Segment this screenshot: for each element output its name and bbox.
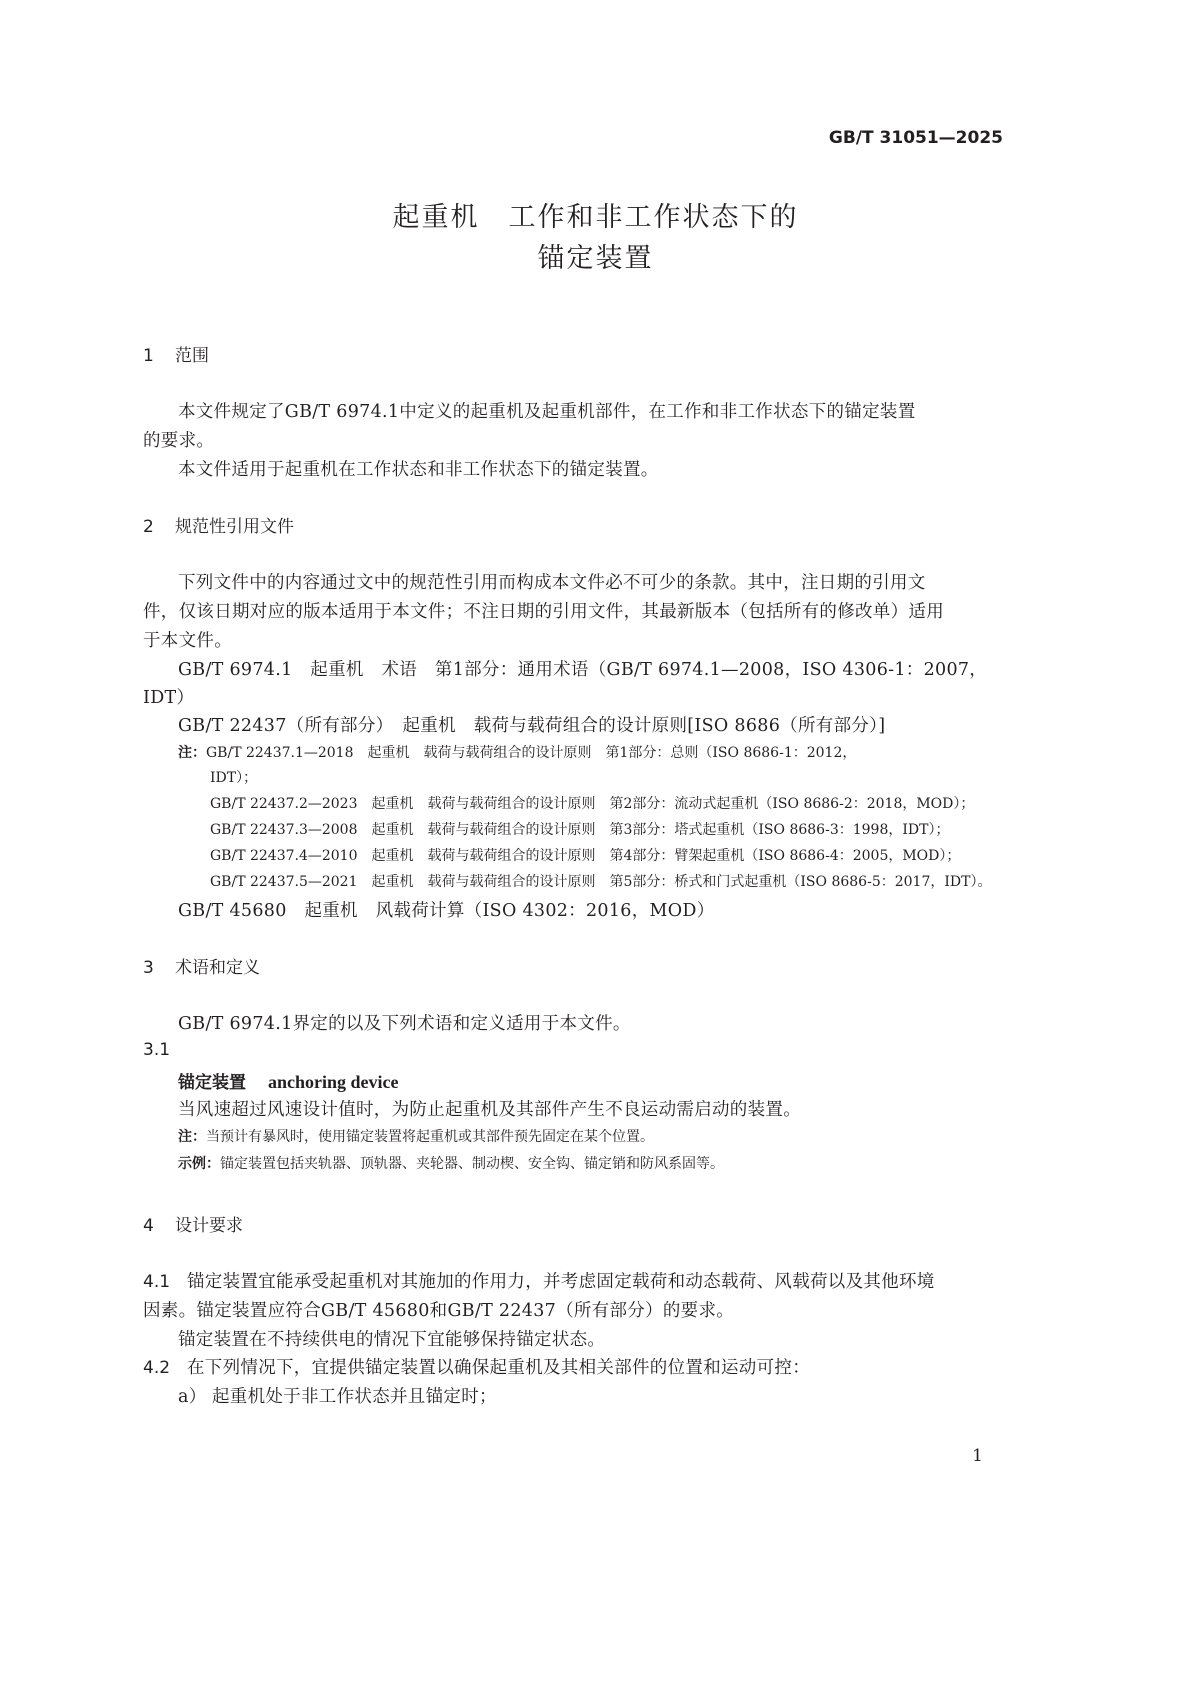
note xyxy=(178,1126,654,1146)
reference-entry: GB/T 22437（所有部分） 起重机 载荷与载荷组合的设计原则[ISO 8686（所有部分）] xyxy=(178,716,886,736)
s2-paragraph-line: 下列文件中的内容通过文中的规范性引用而构成本文件必不可少的条款。其中，注日期的引用文 xyxy=(178,573,926,593)
term-definition: 当风速超过风速设计值时，为防止起重机及其部件产生不良运动需启动的装置。 xyxy=(178,1100,801,1120)
note-label: 注： xyxy=(178,745,206,761)
section-number: 2 xyxy=(143,517,154,537)
example-text: 锚定装置包括夹轨器、顶轨器、夹轮器、制动楔、安全钩、锚定销和防风系固等。 xyxy=(220,1156,724,1172)
clause-number: 4.2 xyxy=(143,1358,171,1378)
note-line: IDT）； xyxy=(210,770,258,786)
section-title: 范围 xyxy=(175,346,209,366)
note-label: 注： xyxy=(178,1129,206,1145)
section-title: 设计要求 xyxy=(175,1216,243,1236)
document-title-line2: 锚定装置 xyxy=(537,243,654,274)
section-3-heading xyxy=(143,953,260,978)
clause-text-line: 因素。锚定装置应符合GB/T 45680和GB/T 22437（所有部分）的要求。 xyxy=(143,1301,735,1321)
section-number: 3 xyxy=(143,958,154,978)
section-2-heading xyxy=(143,512,294,537)
list-item-label: a） xyxy=(178,1387,207,1407)
reference-entry: GB/T 6974.1 起重机 术语 第1部分：通用术语（GB/T 6974.1—2008，ISO 4306-1：2007， xyxy=(178,660,988,680)
section-title: 术语和定义 xyxy=(175,958,260,978)
document-title-line1: 起重机 工作和非工作状态下的 xyxy=(392,202,799,233)
page-number: 1 xyxy=(972,1446,983,1466)
term-entry xyxy=(178,1068,399,1093)
note-line: GB/T 22437.2—2023 起重机 载荷与载荷组合的设计原则 第2部分：流动式起重机（ISO 8686-2：2018，MOD）； xyxy=(210,796,975,812)
s2-paragraph-line: 于本文件。 xyxy=(143,631,232,651)
s1-paragraph-line: 本文件规定了GB/T 6974.1中定义的起重机及起重机部件，在工作和非工作状态下的锚定装置 xyxy=(178,402,916,422)
list-item-text: 起重机处于非工作状态并且锚定时； xyxy=(212,1387,497,1407)
example-label: 示例： xyxy=(178,1156,220,1172)
term-chinese: 锚定装置 xyxy=(178,1073,246,1093)
section-number: 1 xyxy=(143,346,154,366)
section-1-heading xyxy=(143,341,209,366)
s1-paragraph: 本文件适用于起重机在工作状态和非工作状态下的锚定装置。 xyxy=(178,460,659,480)
clause-paragraph: 锚定装置在不持续供电的情况下宜能够保持锚定状态。 xyxy=(178,1330,606,1350)
section-4-heading xyxy=(143,1211,243,1236)
example xyxy=(178,1153,724,1173)
reference-entry: GB/T 45680 起重机 风载荷计算（ISO 4302：2016，MOD） xyxy=(178,901,715,921)
note-line: GB/T 22437.5—2021 起重机 载荷与载荷组合的设计原则 第5部分：桥式和门式起重机（ISO 8686-5：2017，IDT）。 xyxy=(210,874,992,890)
s2-paragraph-line: 件，仅该日期对应的版本适用于本文件；不注日期的引用文件，其最新版本（包括所有的修改单）适用 xyxy=(143,602,944,622)
section-title: 规范性引用文件 xyxy=(175,517,294,537)
document-number: GB/T 31051—2025 xyxy=(828,128,1003,148)
note-text: 当预计有暴风时，使用锚定装置将起重机或其部件预先固定在某个位置。 xyxy=(206,1129,654,1145)
clause-4-1 xyxy=(143,1268,935,1293)
s3-paragraph: GB/T 6974.1界定的以及下列术语和定义适用于本文件。 xyxy=(178,1014,631,1034)
clause-number: 4.1 xyxy=(143,1272,171,1292)
note xyxy=(178,742,856,762)
s1-paragraph-line: 的要求。 xyxy=(143,431,215,451)
note-line: GB/T 22437.4—2010 起重机 载荷与载荷组合的设计原则 第4部分：臂架起重机（ISO 8686-4：2005，MOD）； xyxy=(210,848,961,864)
term-english: anchoring device xyxy=(268,1072,399,1092)
note-line: GB/T 22437.3—2008 起重机 载荷与载荷组合的设计原则 第3部分：塔式起重机（ISO 8686-3：1998，IDT）； xyxy=(210,822,950,838)
term-number: 3.1 xyxy=(143,1040,171,1060)
clause-4-2 xyxy=(143,1354,810,1379)
reference-entry-cont: IDT） xyxy=(143,688,195,708)
list-item-a xyxy=(178,1383,497,1408)
note-text: GB/T 22437.1—2018 起重机 载荷与载荷组合的设计原则 第1部分：总则（ISO 8686-1：2012， xyxy=(206,745,857,761)
section-number: 4 xyxy=(143,1216,154,1236)
clause-text: 在下列情况下，宜提供锚定装置以确保起重机及其相关部件的位置和运动可控： xyxy=(187,1358,810,1378)
clause-text: 锚定装置宜能承受起重机对其施加的作用力，并考虑固定载荷和动态载荷、风载荷以及其他环境 xyxy=(187,1272,935,1292)
